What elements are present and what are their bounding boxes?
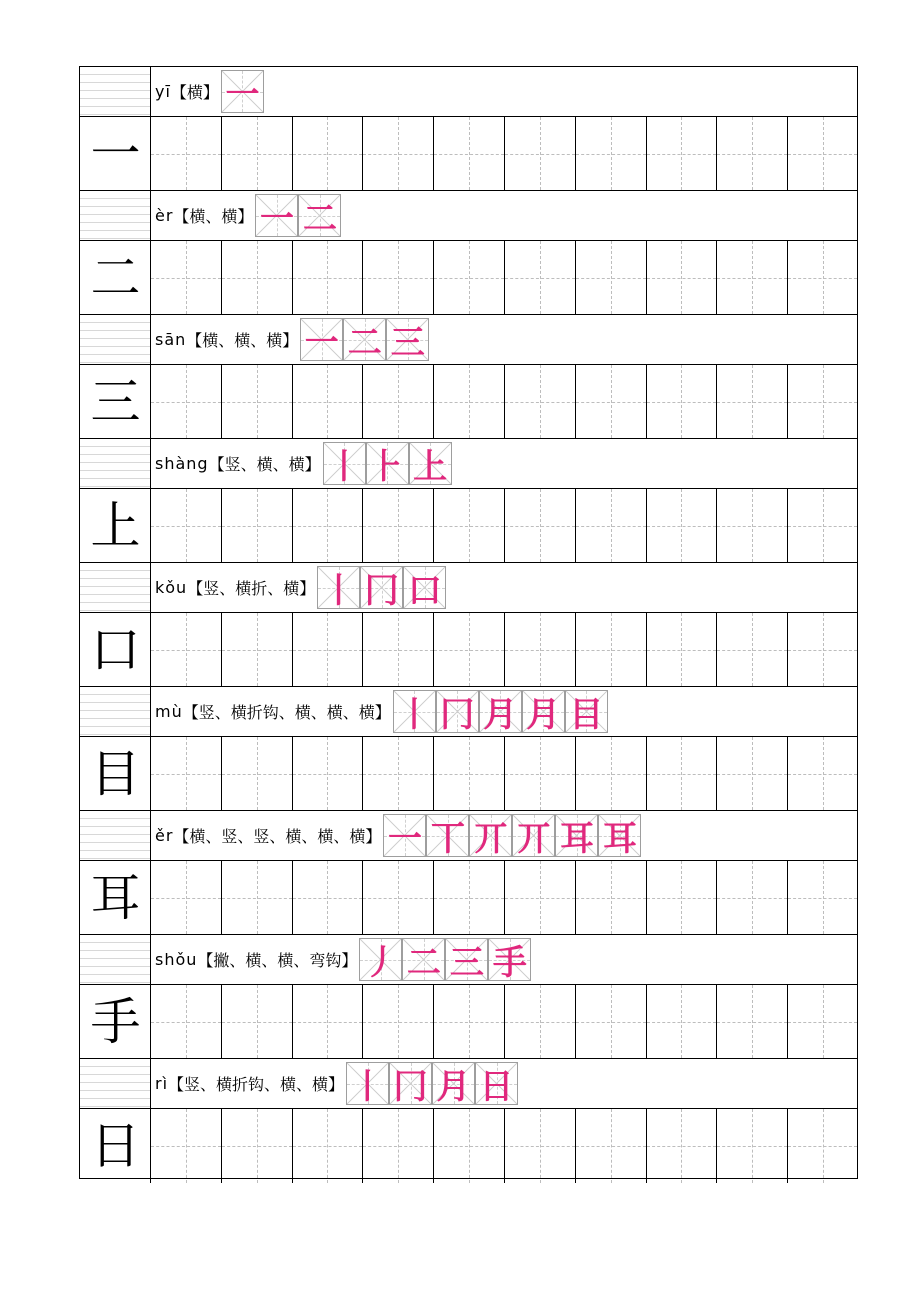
writing-cell[interactable] bbox=[576, 613, 647, 686]
model-char-cell bbox=[80, 241, 151, 314]
writing-cell[interactable] bbox=[576, 489, 647, 562]
writing-cell[interactable] bbox=[434, 985, 505, 1058]
writing-cell[interactable] bbox=[222, 613, 293, 686]
writing-cell[interactable] bbox=[293, 985, 364, 1058]
writing-cell[interactable] bbox=[151, 613, 222, 686]
stroke-step-box bbox=[389, 1062, 432, 1105]
writing-cell[interactable] bbox=[222, 1109, 293, 1183]
stroke-step-glyph: 三 bbox=[449, 943, 484, 983]
faint-guide-lines bbox=[80, 67, 150, 116]
writing-cell[interactable] bbox=[647, 117, 718, 190]
writing-cell[interactable] bbox=[788, 737, 857, 810]
stroke-step-glyph: 丌 bbox=[516, 819, 551, 859]
stroke-step-glyph: 手 bbox=[492, 943, 527, 983]
writing-grid bbox=[151, 489, 857, 562]
info-content bbox=[153, 935, 531, 984]
stroke-step-glyph: 一 bbox=[387, 819, 422, 859]
model-character: 三 bbox=[90, 373, 141, 431]
info-left-cell bbox=[80, 191, 151, 240]
faint-guide-lines bbox=[80, 687, 150, 736]
stroke-step-boxes bbox=[323, 442, 452, 485]
info-row bbox=[80, 315, 857, 365]
faint-guide-lines bbox=[80, 191, 150, 240]
writing-cell[interactable] bbox=[576, 241, 647, 314]
stroke-step-glyph: 日 bbox=[479, 1067, 514, 1107]
stroke-step-box bbox=[221, 70, 264, 113]
writing-cell[interactable] bbox=[788, 117, 857, 190]
pinyin-label: shàng bbox=[155, 454, 209, 473]
writing-cell[interactable] bbox=[151, 985, 222, 1058]
model-character: 口 bbox=[90, 621, 141, 679]
info-row bbox=[80, 1059, 857, 1109]
practice-row bbox=[80, 985, 857, 1059]
writing-cell[interactable] bbox=[576, 861, 647, 934]
model-character: 二 bbox=[90, 249, 141, 307]
model-character: 目 bbox=[90, 745, 141, 803]
writing-cell[interactable] bbox=[293, 861, 364, 934]
stroke-order-label: 【竖、横折钩、横、横】 bbox=[168, 1075, 345, 1094]
writing-cell[interactable] bbox=[222, 985, 293, 1058]
stroke-step-box bbox=[409, 442, 452, 485]
stroke-step-box bbox=[255, 194, 298, 237]
stroke-order-label: 【横】 bbox=[170, 83, 219, 102]
writing-grid bbox=[151, 1109, 857, 1183]
stroke-step-boxes bbox=[221, 70, 264, 113]
stroke-order-label: 【竖、横折、横】 bbox=[187, 579, 316, 598]
writing-cell[interactable] bbox=[717, 241, 788, 314]
stroke-step-box bbox=[386, 318, 429, 361]
writing-cell[interactable] bbox=[505, 1109, 576, 1183]
model-char-cell bbox=[80, 1109, 151, 1183]
writing-cell[interactable] bbox=[363, 365, 434, 438]
writing-cell[interactable] bbox=[576, 1109, 647, 1183]
writing-cell[interactable] bbox=[576, 985, 647, 1058]
stroke-step-box bbox=[432, 1062, 475, 1105]
writing-cell[interactable] bbox=[788, 1109, 857, 1183]
stroke-step-box bbox=[469, 814, 512, 857]
stroke-step-box bbox=[393, 690, 436, 733]
writing-grid bbox=[151, 613, 857, 686]
stroke-step-box bbox=[383, 814, 426, 857]
stroke-step-glyph: 一 bbox=[225, 75, 260, 115]
writing-cell[interactable] bbox=[434, 117, 505, 190]
info-left-cell bbox=[80, 563, 151, 612]
model-char-cell bbox=[80, 985, 151, 1058]
writing-cell[interactable] bbox=[363, 489, 434, 562]
writing-cell[interactable] bbox=[788, 985, 857, 1058]
writing-cell[interactable] bbox=[647, 241, 718, 314]
writing-grid bbox=[151, 241, 857, 314]
writing-cell[interactable] bbox=[576, 737, 647, 810]
model-char-cell bbox=[80, 117, 151, 190]
writing-grid bbox=[151, 985, 857, 1058]
stroke-step-glyph: 丅 bbox=[430, 819, 465, 859]
model-character: 上 bbox=[90, 497, 141, 555]
writing-cell[interactable] bbox=[647, 613, 718, 686]
stroke-step-box bbox=[565, 690, 608, 733]
writing-cell[interactable] bbox=[505, 737, 576, 810]
stroke-step-box bbox=[402, 938, 445, 981]
writing-cell[interactable] bbox=[505, 117, 576, 190]
stroke-step-box bbox=[475, 1062, 518, 1105]
model-character: 手 bbox=[90, 993, 141, 1051]
stroke-step-box bbox=[360, 566, 403, 609]
stroke-step-box bbox=[426, 814, 469, 857]
writing-cell[interactable] bbox=[505, 241, 576, 314]
writing-cell[interactable] bbox=[434, 613, 505, 686]
writing-cell[interactable] bbox=[717, 489, 788, 562]
info-content bbox=[153, 439, 452, 488]
stroke-step-glyph: ⺊ bbox=[370, 447, 405, 487]
info-row bbox=[80, 67, 857, 117]
stroke-step-box bbox=[366, 442, 409, 485]
stroke-order-label: 【竖、横折钩、横、横、横】 bbox=[182, 703, 391, 722]
writing-grid bbox=[151, 117, 857, 190]
writing-cell[interactable] bbox=[434, 861, 505, 934]
writing-cell[interactable] bbox=[505, 365, 576, 438]
writing-cell[interactable] bbox=[363, 985, 434, 1058]
writing-cell[interactable] bbox=[293, 613, 364, 686]
pinyin-label: yī bbox=[155, 82, 171, 101]
stroke-order-label: 【横、竖、竖、横、横、横】 bbox=[173, 827, 382, 846]
writing-cell[interactable] bbox=[717, 985, 788, 1058]
writing-cell[interactable] bbox=[293, 737, 364, 810]
writing-cell[interactable] bbox=[505, 489, 576, 562]
writing-cell[interactable] bbox=[788, 489, 857, 562]
stroke-step-box bbox=[512, 814, 555, 857]
faint-guide-lines bbox=[80, 439, 150, 488]
stroke-step-glyph: 丨 bbox=[327, 447, 362, 487]
writing-cell[interactable] bbox=[222, 365, 293, 438]
practice-row bbox=[80, 861, 857, 935]
model-char-cell bbox=[80, 365, 151, 438]
writing-cell[interactable] bbox=[151, 241, 222, 314]
info-content bbox=[153, 811, 641, 860]
pinyin-label: ěr bbox=[155, 826, 174, 845]
writing-cell[interactable] bbox=[363, 241, 434, 314]
stroke-step-glyph: 丨 bbox=[350, 1067, 385, 1107]
stroke-step-glyph: 二 bbox=[302, 199, 337, 239]
writing-cell[interactable] bbox=[151, 117, 222, 190]
stroke-step-glyph: 冂 bbox=[440, 695, 475, 735]
practice-row bbox=[80, 117, 857, 191]
writing-cell[interactable] bbox=[151, 737, 222, 810]
writing-cell[interactable] bbox=[505, 613, 576, 686]
writing-cell[interactable] bbox=[717, 365, 788, 438]
writing-cell[interactable] bbox=[222, 861, 293, 934]
writing-cell[interactable] bbox=[647, 365, 718, 438]
stroke-step-box bbox=[436, 690, 479, 733]
stroke-step-box bbox=[343, 318, 386, 361]
practice-row bbox=[80, 737, 857, 811]
stroke-step-boxes bbox=[300, 318, 429, 361]
stroke-step-glyph: 月 bbox=[436, 1067, 471, 1107]
stroke-step-box bbox=[445, 938, 488, 981]
stroke-step-glyph: 月 bbox=[526, 695, 561, 735]
writing-cell[interactable] bbox=[717, 117, 788, 190]
stroke-step-glyph: 耳 bbox=[559, 819, 594, 859]
writing-cell[interactable] bbox=[647, 737, 718, 810]
stroke-step-glyph: 三 bbox=[390, 323, 425, 363]
stroke-step-box bbox=[488, 938, 531, 981]
practice-row bbox=[80, 1109, 857, 1183]
info-row bbox=[80, 439, 857, 489]
pinyin-label: shǒu bbox=[155, 950, 198, 969]
writing-grid bbox=[151, 861, 857, 934]
writing-cell[interactable] bbox=[576, 117, 647, 190]
stroke-step-glyph: 丨 bbox=[321, 571, 356, 611]
info-left-cell bbox=[80, 1059, 151, 1108]
writing-cell[interactable] bbox=[434, 737, 505, 810]
writing-cell[interactable] bbox=[576, 365, 647, 438]
info-content bbox=[153, 315, 429, 364]
stroke-step-glyph: 一 bbox=[304, 323, 339, 363]
writing-grid bbox=[151, 737, 857, 810]
stroke-step-box bbox=[298, 194, 341, 237]
faint-guide-lines bbox=[80, 315, 150, 364]
practice-row bbox=[80, 241, 857, 315]
stroke-step-glyph: 二 bbox=[406, 943, 441, 983]
stroke-step-glyph: 冂 bbox=[364, 571, 399, 611]
writing-cell[interactable] bbox=[222, 241, 293, 314]
stroke-step-box bbox=[323, 442, 366, 485]
writing-cell[interactable] bbox=[434, 489, 505, 562]
stroke-step-glyph: 丌 bbox=[473, 819, 508, 859]
stroke-step-boxes bbox=[317, 566, 446, 609]
writing-cell[interactable] bbox=[717, 861, 788, 934]
stroke-step-boxes bbox=[359, 938, 531, 981]
writing-cell[interactable] bbox=[363, 861, 434, 934]
writing-cell[interactable] bbox=[363, 737, 434, 810]
info-content bbox=[153, 191, 341, 240]
stroke-step-glyph: 冂 bbox=[393, 1067, 428, 1107]
writing-cell[interactable] bbox=[434, 241, 505, 314]
writing-cell[interactable] bbox=[717, 613, 788, 686]
writing-cell[interactable] bbox=[647, 861, 718, 934]
faint-guide-lines bbox=[80, 563, 150, 612]
faint-guide-lines bbox=[80, 1059, 150, 1108]
stroke-step-glyph: 耳 bbox=[602, 819, 637, 859]
info-content bbox=[153, 67, 264, 116]
stroke-step-glyph: 丿 bbox=[363, 943, 398, 983]
stroke-step-glyph: 目 bbox=[569, 695, 604, 735]
pinyin-label: mù bbox=[155, 702, 183, 721]
info-left-cell bbox=[80, 811, 151, 860]
practice-row bbox=[80, 365, 857, 439]
info-content bbox=[153, 687, 608, 736]
writing-cell[interactable] bbox=[647, 489, 718, 562]
writing-cell[interactable] bbox=[293, 117, 364, 190]
stroke-order-label: 【竖、横、横】 bbox=[208, 455, 321, 474]
writing-cell[interactable] bbox=[363, 1109, 434, 1183]
stroke-step-box bbox=[403, 566, 446, 609]
writing-cell[interactable] bbox=[434, 365, 505, 438]
info-content bbox=[153, 1059, 518, 1108]
writing-cell[interactable] bbox=[505, 985, 576, 1058]
stroke-step-box bbox=[300, 318, 343, 361]
model-char-cell bbox=[80, 737, 151, 810]
writing-cell[interactable] bbox=[293, 1109, 364, 1183]
stroke-step-boxes bbox=[255, 194, 341, 237]
practice-row bbox=[80, 613, 857, 687]
writing-cell[interactable] bbox=[151, 861, 222, 934]
writing-cell[interactable] bbox=[647, 985, 718, 1058]
pinyin-label: kǒu bbox=[155, 578, 188, 597]
writing-cell[interactable] bbox=[434, 1109, 505, 1183]
practice-row bbox=[80, 489, 857, 563]
stroke-step-glyph: 上 bbox=[413, 447, 448, 487]
stroke-step-boxes bbox=[383, 814, 641, 857]
writing-cell[interactable] bbox=[788, 861, 857, 934]
writing-cell[interactable] bbox=[222, 117, 293, 190]
writing-cell[interactable] bbox=[788, 241, 857, 314]
stroke-step-box bbox=[317, 566, 360, 609]
faint-guide-lines bbox=[80, 935, 150, 984]
writing-cell[interactable] bbox=[788, 613, 857, 686]
writing-cell[interactable] bbox=[363, 117, 434, 190]
model-character: 耳 bbox=[90, 869, 141, 927]
pinyin-label: sān bbox=[155, 330, 187, 349]
info-row bbox=[80, 191, 857, 241]
model-character: 一 bbox=[90, 125, 141, 183]
stroke-step-box bbox=[479, 690, 522, 733]
model-char-cell bbox=[80, 613, 151, 686]
stroke-order-label: 【撇、横、横、弯钩】 bbox=[197, 951, 358, 970]
model-char-cell bbox=[80, 861, 151, 934]
writing-cell[interactable] bbox=[222, 737, 293, 810]
stroke-step-box bbox=[359, 938, 402, 981]
info-left-cell bbox=[80, 439, 151, 488]
writing-cell[interactable] bbox=[363, 613, 434, 686]
writing-cell[interactable] bbox=[222, 489, 293, 562]
stroke-order-label: 【横、横】 bbox=[173, 207, 254, 226]
stroke-step-glyph: 二 bbox=[347, 323, 382, 363]
model-char-cell bbox=[80, 489, 151, 562]
stroke-step-glyph: 口 bbox=[407, 571, 442, 611]
info-left-cell bbox=[80, 315, 151, 364]
info-row bbox=[80, 811, 857, 861]
stroke-step-box bbox=[522, 690, 565, 733]
pinyin-label: rì bbox=[155, 1074, 169, 1093]
writing-cell[interactable] bbox=[293, 241, 364, 314]
stroke-step-box bbox=[346, 1062, 389, 1105]
info-left-cell bbox=[80, 67, 151, 116]
practice-sheet bbox=[79, 66, 858, 1179]
stroke-order-label: 【横、横、横】 bbox=[186, 331, 299, 350]
writing-cell[interactable] bbox=[151, 489, 222, 562]
model-character: 日 bbox=[90, 1117, 141, 1175]
writing-cell[interactable] bbox=[293, 489, 364, 562]
writing-cell[interactable] bbox=[151, 1109, 222, 1183]
stroke-step-box bbox=[598, 814, 641, 857]
faint-guide-lines bbox=[80, 811, 150, 860]
stroke-step-glyph: 丨 bbox=[397, 695, 432, 735]
info-row bbox=[80, 935, 857, 985]
pinyin-label: èr bbox=[155, 206, 174, 225]
info-row bbox=[80, 563, 857, 613]
stroke-step-boxes bbox=[393, 690, 608, 733]
writing-cell[interactable] bbox=[505, 861, 576, 934]
stroke-step-glyph: 一 bbox=[259, 199, 294, 239]
info-content bbox=[153, 563, 446, 612]
writing-grid bbox=[151, 365, 857, 438]
writing-cell[interactable] bbox=[647, 1109, 718, 1183]
writing-cell[interactable] bbox=[151, 365, 222, 438]
writing-cell[interactable] bbox=[717, 737, 788, 810]
info-row bbox=[80, 687, 857, 737]
writing-cell[interactable] bbox=[293, 365, 364, 438]
stroke-step-box bbox=[555, 814, 598, 857]
writing-cell[interactable] bbox=[788, 365, 857, 438]
info-left-cell bbox=[80, 687, 151, 736]
stroke-step-boxes bbox=[346, 1062, 518, 1105]
stroke-step-glyph: 月 bbox=[483, 695, 518, 735]
writing-cell[interactable] bbox=[717, 1109, 788, 1183]
info-left-cell bbox=[80, 935, 151, 984]
